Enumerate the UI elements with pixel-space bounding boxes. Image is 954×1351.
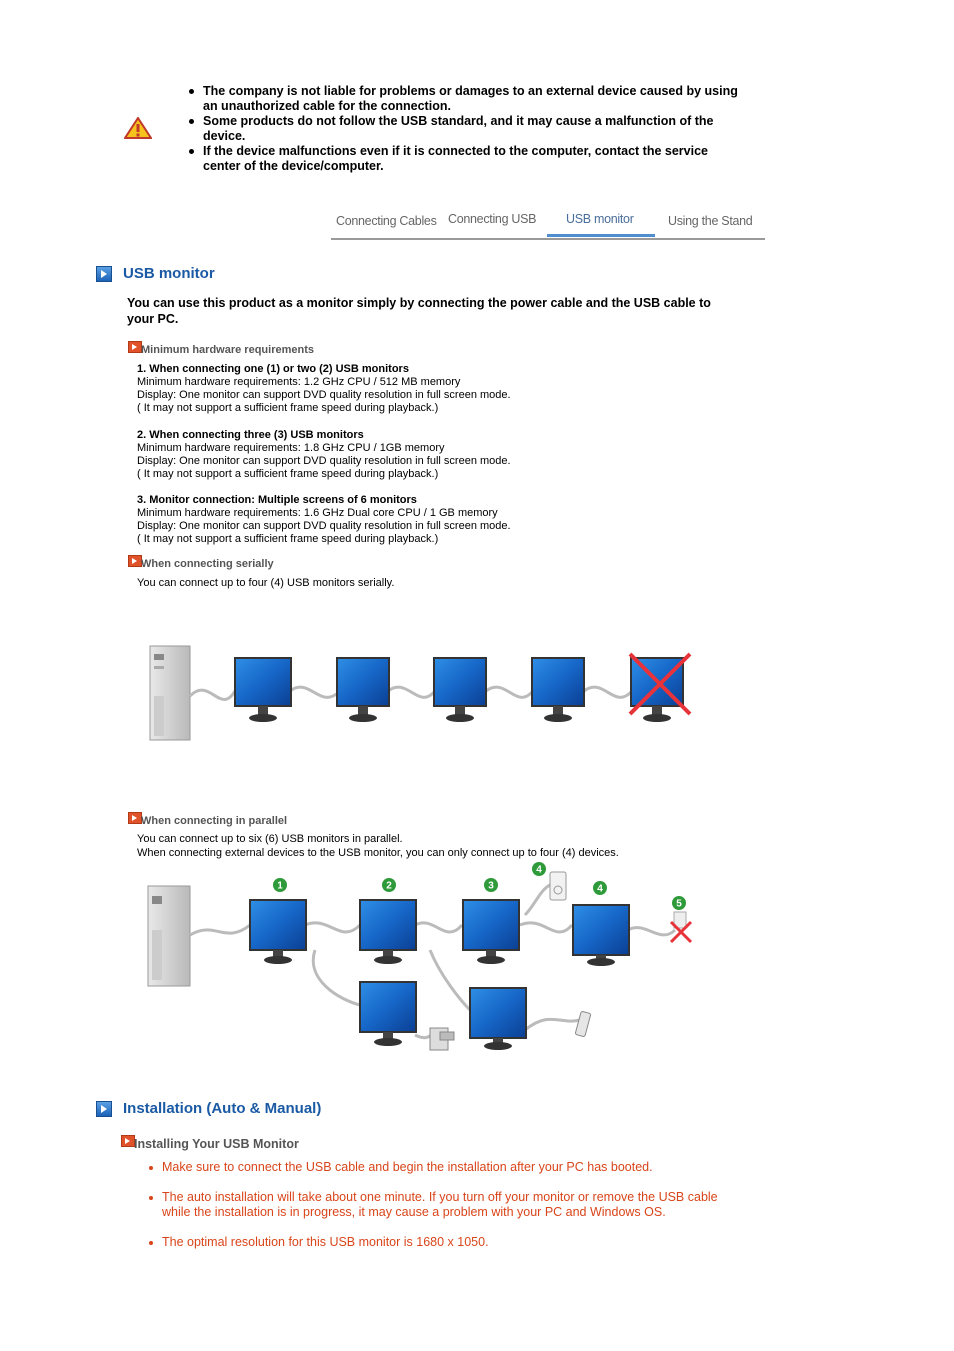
- monitor-icon: [235, 658, 291, 722]
- section-arrow-icon: [96, 1101, 112, 1117]
- number-badge: [382, 878, 396, 892]
- warning-item: Some products do not follow the USB standard, and it may cause a malfunction of the device.: [186, 114, 746, 143]
- subsection-arrow-icon: [121, 1135, 135, 1147]
- number-badge: [484, 878, 498, 892]
- subsection-arrow-icon: [128, 555, 142, 567]
- install-list: [147, 1160, 747, 1264]
- svg-text:1: 1: [277, 880, 283, 892]
- subsection-title-serial: When connecting serially: [141, 558, 274, 570]
- svg-text:4: 4: [597, 883, 603, 895]
- tab-connecting-usb[interactable]: Connecting USB: [448, 212, 537, 226]
- section-arrow-icon: [96, 266, 112, 282]
- active-tab-indicator: [547, 234, 655, 237]
- pc-tower-icon: [148, 886, 190, 986]
- monitor-icon: [470, 988, 526, 1050]
- warning-list: [186, 84, 746, 174]
- monitor-icon: [434, 658, 486, 722]
- mp3-player-icon: [550, 872, 566, 900]
- monitor-icon: [573, 905, 629, 966]
- section-title-installation: Installation (Auto & Manual): [123, 1100, 322, 1117]
- requirement-line: ( It may not support a sufficient frame speed during playback.): [137, 402, 439, 414]
- number-badge: [273, 878, 287, 892]
- pc-tower-icon: [150, 646, 190, 740]
- monitor-icon: [360, 982, 416, 1046]
- requirement-line: ( It may not support a sufficient frame speed during playback.): [137, 533, 439, 545]
- subsection-arrow-icon: [128, 341, 142, 353]
- parallel-text-2: When connecting external devices to the USB monitor, you can only connect up to four (4) devices.: [137, 847, 619, 859]
- warning-item: The company is not liable for problems or damages to an external device caused by using an unauthorized cable for the connection.: [186, 84, 746, 113]
- monitor-icon: [337, 658, 389, 722]
- tab-bar: [331, 206, 765, 240]
- warning-triangle-icon: [124, 117, 152, 139]
- requirement-line: Display: One monitor can support DVD quality resolution in full screen mode.: [137, 455, 511, 467]
- warning-item: If the device malfunctions even if it is connected to the computer, contact the service center of the device/computer.: [186, 144, 746, 173]
- install-item: The optimal resolution for this USB monitor is 1680 x 1050.: [147, 1235, 747, 1251]
- number-badge: [532, 862, 546, 876]
- parallel-connection-diagram: [140, 860, 710, 1060]
- requirement-block: [137, 363, 737, 415]
- svg-text:4: 4: [536, 864, 542, 876]
- requirement-block: [137, 494, 737, 546]
- serial-text: You can connect up to four (4) USB monitors serially.: [137, 577, 395, 589]
- number-badge: [672, 896, 686, 910]
- monitor-icon: [250, 900, 306, 964]
- requirement-line: Minimum hardware requirements: 1.2 GHz CPU / 512 MB memory: [137, 376, 461, 388]
- requirement-heading: 1. When connecting one (1) or two (2) USB monitors: [137, 363, 409, 375]
- camcorder-icon: [430, 1028, 454, 1050]
- install-item: The auto installation will take about one minute. If you turn off your monitor or remove the USB cable while the installation is in progress, it may cause a problem with your PC and Windows OS.: [147, 1190, 747, 1221]
- requirement-heading: 3. Monitor connection: Multiple screens of 6 monitors: [137, 494, 417, 506]
- subsection-arrow-icon: [128, 812, 142, 824]
- subsection-title-parallel: When connecting in parallel: [141, 815, 288, 827]
- tab-using-the-stand[interactable]: Using the Stand: [668, 214, 753, 228]
- requirement-line: Minimum hardware requirements: 1.6 GHz Dual core CPU / 1 GB memory: [137, 507, 498, 519]
- requirement-line: Display: One monitor can support DVD quality resolution in full screen mode.: [137, 389, 511, 401]
- requirement-line: ( It may not support a sufficient frame speed during playback.): [137, 468, 439, 480]
- svg-text:5: 5: [676, 898, 682, 910]
- mobile-phone-icon: [575, 1011, 591, 1037]
- number-badge: [593, 881, 607, 895]
- requirement-line: Display: One monitor can support DVD quality resolution in full screen mode.: [137, 520, 511, 532]
- usb-intro-text: You can use this product as a monitor simply by connecting the power cable and the USB cable to your PC.: [127, 296, 711, 326]
- svg-text:2: 2: [386, 880, 392, 892]
- subsection-title-min-hw: Minimum hardware requirements: [141, 344, 314, 356]
- requirement-heading: 2. When connecting three (3) USB monitors: [137, 429, 364, 441]
- serial-connection-diagram: [140, 636, 710, 746]
- monitor-icon: [360, 900, 416, 964]
- requirement-block: [137, 429, 737, 481]
- monitor-icon: [463, 900, 519, 964]
- section-title-usb-monitor: USB monitor: [123, 265, 215, 282]
- tab-connecting-cables[interactable]: Connecting Cables: [336, 214, 437, 228]
- svg-text:3: 3: [488, 880, 494, 892]
- monitor-icon: [532, 658, 584, 722]
- tab-usb-monitor[interactable]: USB monitor: [566, 212, 634, 226]
- install-item: Make sure to connect the USB cable and begin the installation after your PC has booted.: [147, 1160, 747, 1176]
- parallel-text-1: You can connect up to six (6) USB monitors in parallel.: [137, 833, 403, 845]
- subsection-title-installing: Installing Your USB Monitor: [134, 1137, 299, 1151]
- requirement-line: Minimum hardware requirements: 1.8 GHz CPU / 1GB memory: [137, 442, 445, 454]
